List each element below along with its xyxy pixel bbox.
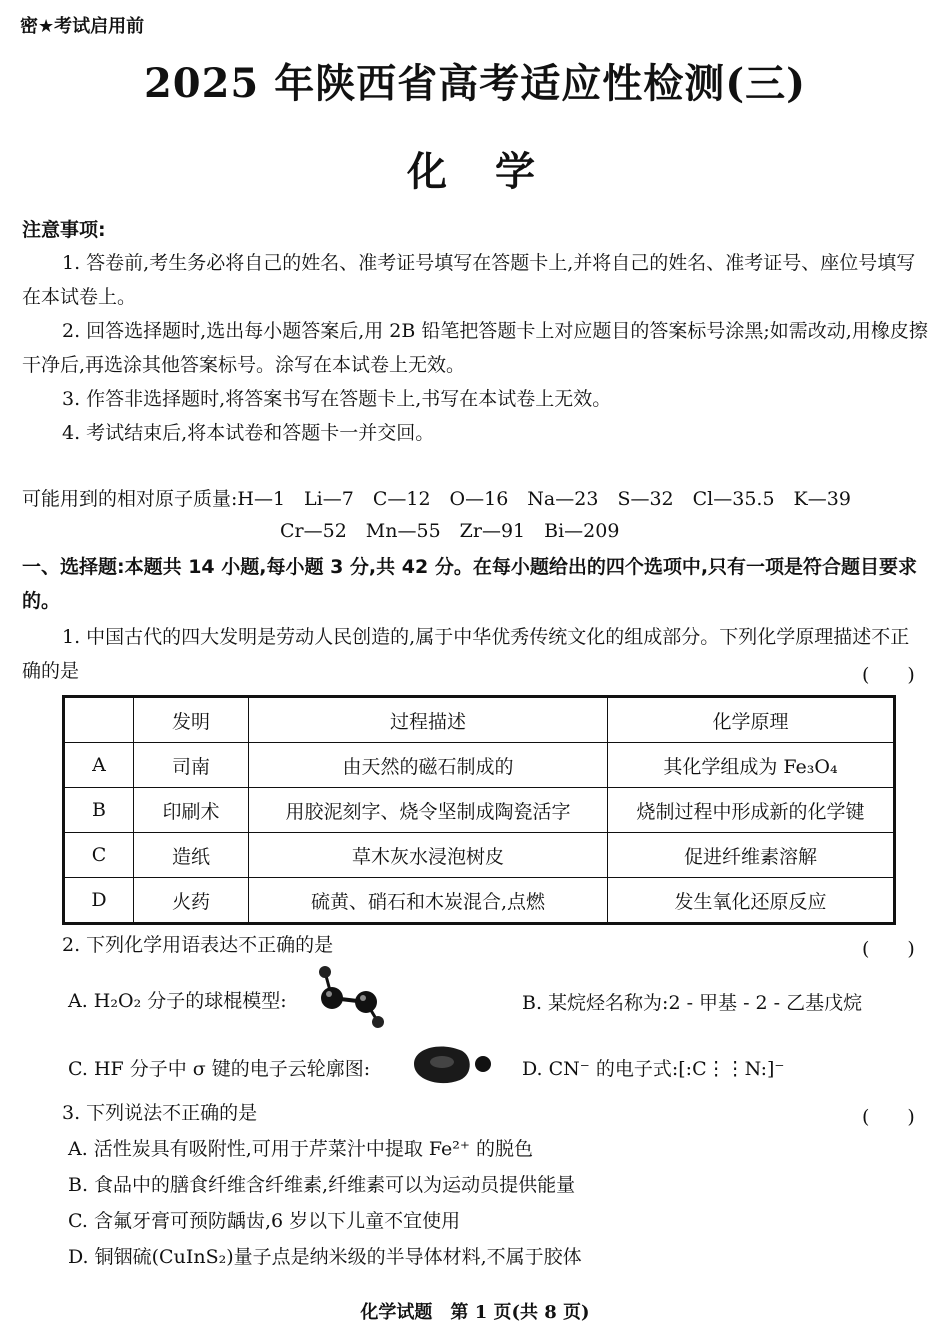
table-cell: 造纸 [134,833,249,878]
notice-item: 3. 作答非选择题时,将答案书写在答题卡上,书写在本试卷上无效。 [62,388,612,410]
table-cell: 由天然的磁石制成的 [249,743,608,788]
q1-stem: 1. 中国古代的四大发明是劳动人民创造的,属于中华优秀传统文化的组成部分。下列化学原理描述不正确的是 [22,626,910,682]
table-cell: D [64,878,134,924]
ball-stick-model-icon [312,962,392,1034]
q3-answer-paren: ( ) [862,1106,915,1128]
table-row [64,878,895,924]
q1-answer-paren: ( ) [862,664,915,686]
table-cell: 促进纤维素溶解 [608,833,895,878]
notice-heading: 注意事项: [22,219,106,241]
table-cell: 火药 [134,878,249,924]
table-cell: 用胶泥刻字、烧令坚制成陶瓷活字 [249,788,608,833]
q2-option-a: A. H₂O₂ 分子的球棍模型: [68,990,287,1012]
q2-option-c: C. HF 分子中 σ 键的电子云轮廓图: [68,1058,371,1080]
table-cell: 司南 [134,743,249,788]
q3-stem: 3. 下列说法不正确的是 [62,1102,258,1124]
q2-stem: 2. 下列化学用语表达不正确的是 [62,934,334,956]
table-cell: A [64,743,134,788]
q2-option-b: B. 某烷烃名称为:2 - 甲基 - 2 - 乙基戊烷 [522,992,863,1014]
table-cell: B [64,788,134,833]
q3-option-d: D. 铜铟硫(CuInS₂)量子点是纳米级的半导体材料,不属于胶体 [68,1246,582,1268]
page-footer: 化学试题 第 1 页(共 8 页) [360,1302,590,1323]
q3-option-a: A. 活性炭具有吸附性,可用于芹菜汁中提取 Fe²⁺ 的脱色 [68,1138,533,1160]
section-1-heading: 一、选择题:本题共 14 小题,每小题 3 分,共 42 分。在每小题给出的四个选项中,只有一项是符合题目要求的。 [22,556,918,612]
table-header-cell: 化学原理 [608,697,895,743]
electron-cloud-icon [410,1040,492,1088]
table-row [64,833,895,878]
table-cell: 发生氧化还原反应 [608,878,895,924]
table-cell: 印刷术 [134,788,249,833]
atomic-mass-line-2: Cr—52 Mn—55 Zr—91 Bi—209 [280,520,620,542]
table-header-row [64,697,895,743]
q1-table [62,695,896,925]
table-header-cell: 发明 [134,697,249,743]
q3-option-c: C. 含氟牙膏可预防龋齿,6 岁以下儿童不宜使用 [68,1210,461,1232]
table-header-cell [64,697,134,743]
notice-list [22,246,928,450]
subject-title: 化学 [407,148,583,195]
table-row [64,788,895,833]
table-cell: 烧制过程中形成新的化学键 [608,788,895,833]
table-cell: 其化学组成为 Fe₃O₄ [608,743,895,788]
table-row [64,743,895,788]
q2-option-d: D. CN⁻ 的电子式:[:C⋮⋮N:]⁻ [522,1058,785,1080]
table-header-cell: 过程描述 [249,697,608,743]
atomic-mass-line-1: 可能用到的相对原子质量:H—1 Li—7 C—12 O—16 Na—23 S—32 Cl—35.5 K—39 [22,488,851,510]
exam-title: 2025 年陕西省高考适应性检测(三) [143,60,807,107]
confidential-mark: 密★考试启用前 [20,16,145,37]
q3-option-b: B. 食品中的膳食纤维含纤维素,纤维素可以为运动员提供能量 [68,1174,576,1196]
table-cell: C [64,833,134,878]
notice-item: 1. 答卷前,考生务必将自己的姓名、准考证号填写在答题卡上,并将自己的姓名、准考证号、座位号填写在本试卷上。 [22,252,916,308]
notice-item: 4. 考试结束后,将本试卷和答题卡一并交回。 [62,422,435,444]
table-cell: 硫黄、硝石和木炭混合,点燃 [249,878,608,924]
table-cell: 草木灰水浸泡树皮 [249,833,608,878]
q2-answer-paren: ( ) [862,938,915,960]
notice-item: 2. 回答选择题时,选出每小题答案后,用 2B 铅笔把答题卡上对应题目的答案标号涂黑;如需改动,用橡皮擦干净后,再选涂其他答案标号。涂写在本试卷上无效。 [22,320,928,376]
